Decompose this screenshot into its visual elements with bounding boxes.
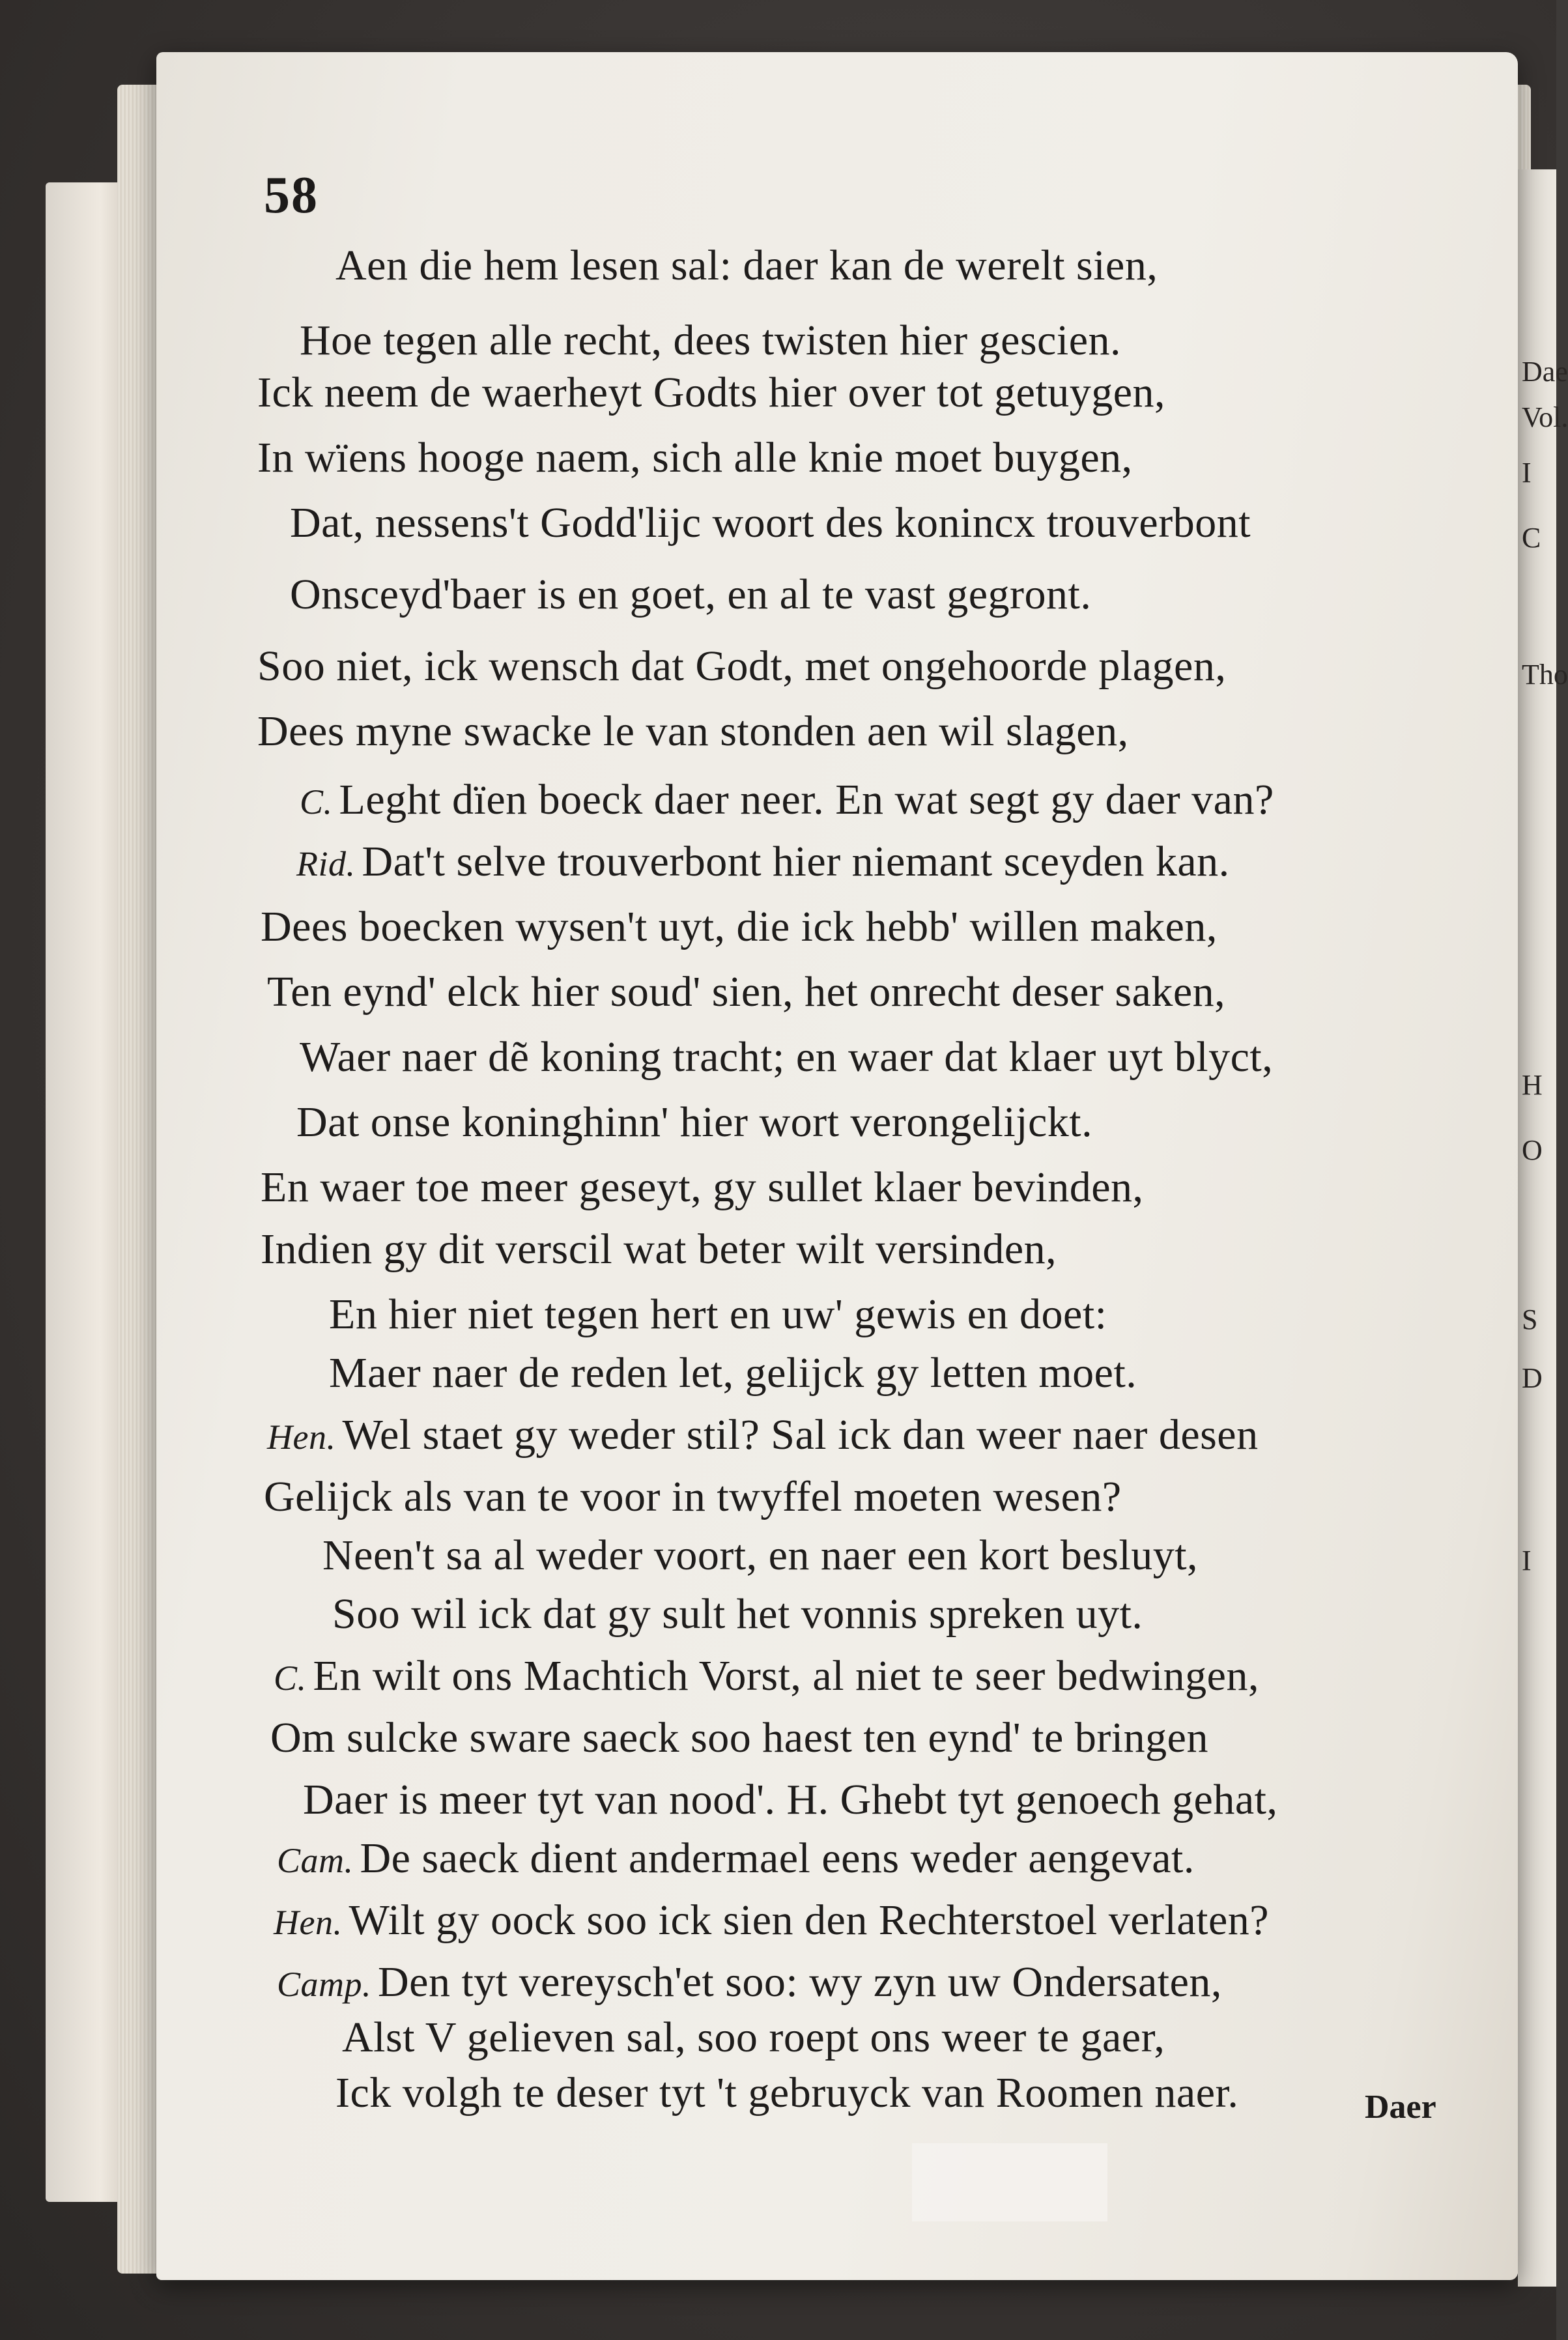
facing-page-text: Tho	[1522, 659, 1568, 691]
verse-line	[257, 707, 1129, 755]
verse-text: Leght dïen boeck daer neer. En wat segt gy daer van?	[339, 776, 1274, 823]
verse-line	[277, 1834, 1195, 1882]
verse-line	[257, 642, 1227, 690]
verse-text: Onsceyd'baer is en goet, en al te vast gegront.	[290, 571, 1092, 618]
verse-text: Waer naer dẽ koning tracht; en waer dat klaer uyt blyct,	[300, 1033, 1274, 1081]
verse-text: Dees myne swacke le van stonden aen wil slagen,	[257, 707, 1129, 755]
verse-line	[329, 1293, 1107, 1336]
verse-line	[267, 968, 1226, 1016]
verse-line	[264, 1473, 1122, 1520]
verse-text: Dat, nessens't Godd'lijc woort des konincx trouverbont	[290, 499, 1251, 547]
verse-text: Dat't selve trouverbont hier niemant sceyden kan.	[362, 838, 1230, 885]
verse-line	[329, 1349, 1137, 1397]
verse-text: En waer toe meer geseyt, gy sullet klaer bevinden,	[261, 1163, 1144, 1211]
facing-page-text: Dae	[1522, 356, 1568, 388]
speaker-label: C.	[274, 1659, 307, 1698]
speaker-label: Rid.	[296, 844, 356, 883]
verse-text: Den tyt vereysch'et soo: wy zyn uw Ondersaten,	[378, 1958, 1222, 2006]
verse-line	[261, 903, 1218, 950]
verse-line	[300, 1033, 1274, 1081]
verse-text: Alst V gelieven sal, soo roept ons weer te gaer,	[342, 2014, 1165, 2061]
verse-text: Gelijck als van te voor in twyffel moeten wesen?	[264, 1473, 1122, 1520]
catchword: Daer	[1365, 2089, 1436, 2126]
verse-line	[332, 1590, 1143, 1638]
verse-text: Hoe tegen alle recht, dees twisten hier gescien.	[300, 317, 1121, 364]
paper-label	[912, 2143, 1107, 2221]
verse-line	[296, 1098, 1093, 1146]
verse-text: Daer is meer tyt van nood'. H. Ghebt tyt genoech gehat,	[303, 1776, 1278, 1823]
verse-text: Maer naer de reden let, gelijck gy letten moet.	[329, 1349, 1137, 1397]
verse-text: Wilt gy oock soo ick sien den Rechterstoel verlaten?	[349, 1896, 1270, 1944]
verse-line	[257, 371, 1165, 414]
verse-text: Indien gy dit verscil wat beter wilt versinden,	[261, 1225, 1057, 1273]
facing-page-text: S	[1522, 1304, 1538, 1335]
speaker-label: Cam.	[277, 1841, 354, 1880]
verse-line	[274, 1652, 1259, 1700]
verse-text: Ick neem de waerheyt Godts hier over tot getuygen,	[257, 369, 1166, 416]
verse-line	[270, 1714, 1208, 1762]
verse-text: In wïens hooge naem, sich alle knie moet buygen,	[257, 434, 1133, 481]
verse-text: Neen't sa al weder voort, en naer een kort besluyt,	[322, 1532, 1199, 1579]
verse-text: Dees boecken wysen't uyt, die ick hebb' willen maken,	[261, 903, 1218, 950]
verse-line	[300, 319, 1121, 362]
facing-page-text: C	[1522, 522, 1541, 554]
speaker-label: Camp.	[277, 1965, 372, 2004]
verse-text: En hier niet tegen hert en uw' gewis en doet:	[329, 1291, 1107, 1338]
verse-line	[296, 840, 1230, 883]
verse-line	[335, 244, 1158, 287]
speaker-label: Hen.	[267, 1418, 336, 1457]
verse-text: Soo niet, ick wensch dat Godt, met ongehoorde plagen,	[257, 642, 1227, 690]
verse-text: Ten eynd' elck hier soud' sien, het onrecht deser saken,	[267, 968, 1226, 1016]
verse-line	[261, 1225, 1057, 1273]
verse-line	[342, 2016, 1165, 2059]
facing-page-text: D	[1522, 1362, 1543, 1394]
verse-text: Ick volgh te deser tyt 't gebruyck van Roomen naer.	[335, 2069, 1239, 2117]
verse-text: Soo wil ick dat gy sult het vonnis spreken uyt.	[332, 1590, 1143, 1638]
verse-line	[274, 1896, 1270, 1944]
facing-page-text: I	[1522, 457, 1532, 489]
verse-line	[322, 1534, 1198, 1577]
verse-text: Aen die hem lesen sal: daer kan de werelt sien,	[335, 242, 1158, 289]
verse-text: Wel staet gy weder stil? Sal ick dan weer naer desen	[342, 1411, 1259, 1459]
verse-text: En wilt ons Machtich Vorst, al niet te seer bedwingen,	[313, 1652, 1259, 1700]
facing-page-text: H	[1522, 1069, 1543, 1101]
verse-text: De saeck dient andermael eens weder aengevat.	[360, 1834, 1195, 1882]
facing-page-text: Vol.	[1522, 401, 1568, 433]
verse-line	[290, 499, 1251, 547]
verse-line	[335, 2069, 1239, 2117]
verse-line	[257, 436, 1133, 479]
facing-page-text: O	[1522, 1134, 1543, 1166]
verse-text: Om sulcke sware saeck soo haest ten eynd' te bringen	[270, 1714, 1208, 1762]
verse-line	[267, 1411, 1259, 1459]
verse-line	[290, 573, 1091, 616]
verse-line	[303, 1778, 1277, 1821]
page-number: 58	[264, 167, 319, 224]
facing-page-text: I	[1522, 1545, 1532, 1577]
speaker-label: Hen.	[274, 1903, 343, 1942]
speaker-label: C.	[300, 782, 333, 821]
verse-line	[300, 778, 1274, 821]
verse-line	[261, 1163, 1144, 1211]
verse-line	[277, 1958, 1222, 2006]
verse-text: Dat onse koninghinn' hier wort verongelijckt.	[296, 1098, 1093, 1146]
